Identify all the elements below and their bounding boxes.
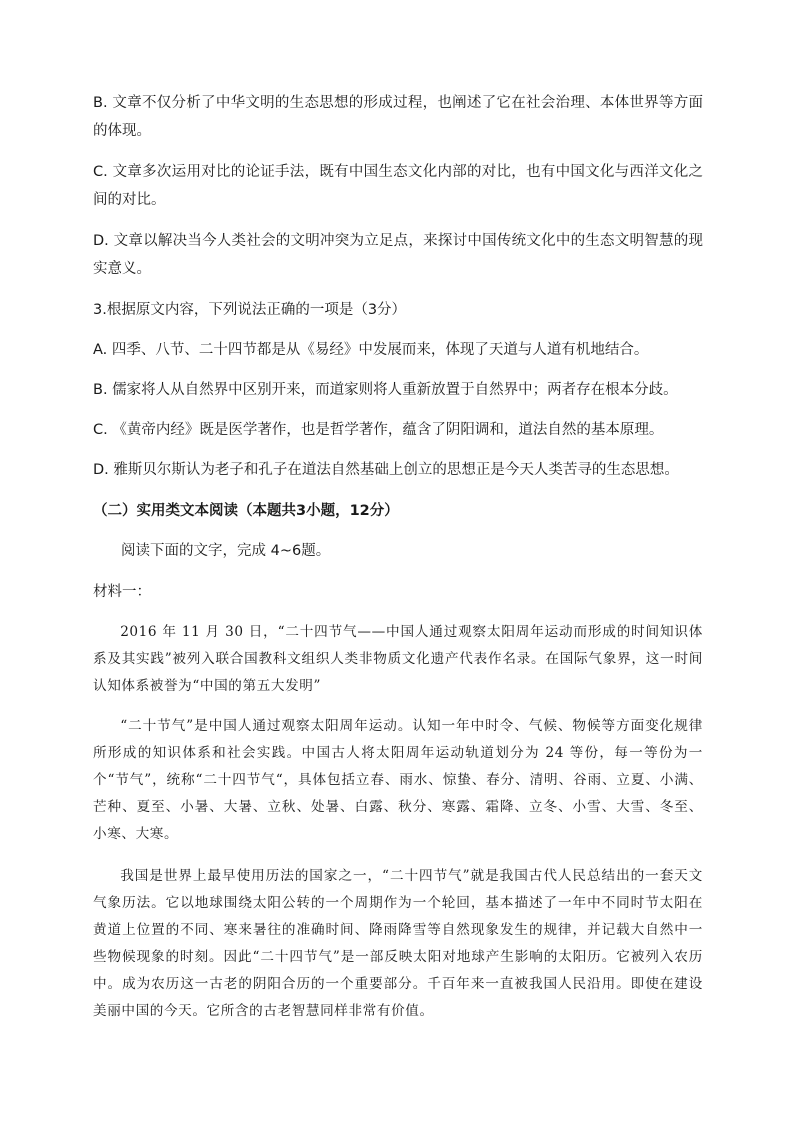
- option-c-q2: C. 文章多次运用对比的论证手法，既有中国生态文化内部的对比，也有中国文化与西洋文化之间的对比。: [93, 164, 703, 208]
- material-label: 材料一：: [93, 584, 151, 600]
- material-paragraph-2: “二十节气”是中国人通过观察太阳周年运动。认知一年中时令、气候、物候等方面变化规律所形成的知识体系和社会实践。中国古人将太阳周年运动轨道划分为 24 等份，每一等份为一个“节气”，统称“二十四节气“，具体包括立春、雨水、惊蛰、春分、清明、谷雨、立夏、小满、芒种、夏至、小暑、大暑、立秋、处暑、白露、秋分、寒露、霜降、立冬、小雪、大雪、冬至、小寒、大寒。: [93, 718, 703, 842]
- question-3: 3.根据原文内容，下列说法正确的一项是（3分）: [93, 302, 407, 318]
- option-d-q3: D. 雅斯贝尔斯认为老子和孔子在道法自然基础上创立的思想正是今天人类苦寻的生态思想。: [93, 462, 679, 478]
- option-a-q3: A. 四季、八节、二十四节都是从《易经》中发展而来，体现了天道与人道有机地结合。: [93, 342, 649, 358]
- option-c-q3: C. 《黄帝内经》既是医学著作，也是哲学著作，蕴含了阴阳调和，道法自然的基本原理。: [93, 422, 664, 438]
- option-b-q2: B. 文章不仅分析了中华文明的生态思想的形成过程，也阐述了它在社会治理、本体世界等方面的体现。: [93, 95, 703, 139]
- section-heading: （二）实用类文本阅读（本题共3小题，12分）: [93, 503, 399, 519]
- option-d-q2: D. 文章以解决当今人类社会的文明冲突为立足点，来探讨中国传统文化中的生态文明智慧的现实意义。: [93, 233, 703, 277]
- material-paragraph-1: 2016 年 11 月 30 日，“二十四节气——中国人通过观察太阳周年运动而形成的时间知识体系及其实践”被列入联合国教科文组织人类非物质文化遗产代表作名录。在国际气象界，这一时间认知体系被誉为“中国的第五大发明”: [93, 624, 703, 694]
- material-paragraph-3: 我国是世界上最早使用历法的国家之一，“二十四节气”就是我国古代人民总结出的一套天文气象历法。它以地球围绕太阳公转的一个周期作为一个轮回，基本描述了一年中不同时节太阳在黄道上位置的不同、寒来暑往的准确时间、降雨降雪等自然现象发生的规律，并记载大自然中一些物候现象的时刻。因此“二十四节气”是一部反映太阳对地球产生影响的太阳历。它被列入农历中。成为农历这一古老的阴阳合历的一个重要部分。千百年来一直被我国人民沿用。即使在建设美丽中国的今天。它所含的古老智慧同样非常有价值。: [93, 868, 703, 1019]
- option-b-q3: B. 儒家将人从自然界中区别开来，而道家则将人重新放置于自然界中；两者存在根本分歧。: [93, 382, 678, 398]
- reading-instruction: 阅读下面的文字，完成 4~6题。: [121, 543, 331, 559]
